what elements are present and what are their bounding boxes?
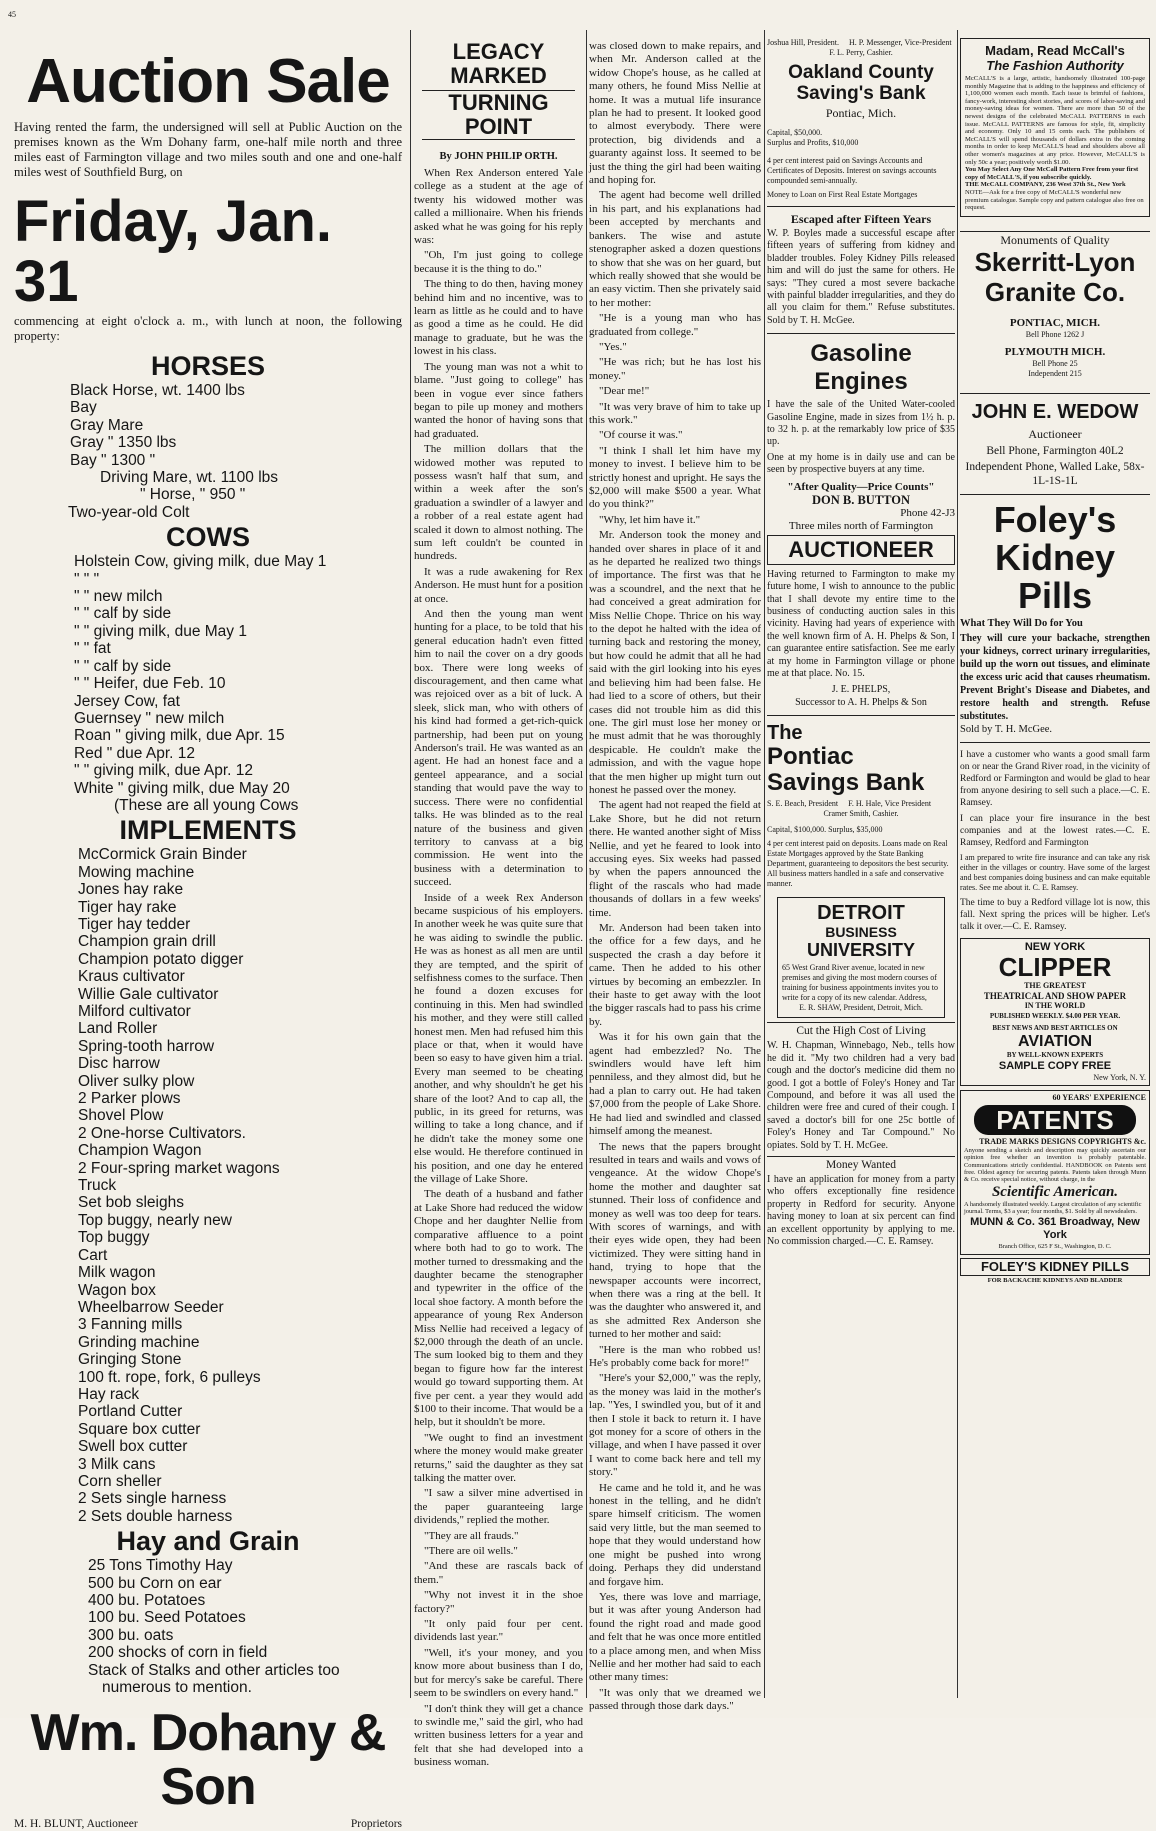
- story-paragraph: The thing to do then, having money behind him and no incentive, was to learn as little as he could and to have as good a time as he could. He did manage to graduate, but he was the lowest in his class.: [414, 278, 583, 358]
- wedow-name: JOHN E. WEDOW: [971, 400, 1139, 423]
- auction-intro: Having rented the farm, the undersigned will sell at Public Auction on the premises known as the Wm Dohany farm, one-half mile north and three miles east of Farmington village and two miles south and one and one-half miles west of Southfield Burg, on: [14, 120, 402, 179]
- horses-heading: HORSES: [150, 351, 266, 381]
- button-location: Three miles north of Farmington: [788, 519, 934, 532]
- story-paragraph: "It only paid four per cent. dividends last year.": [414, 1618, 583, 1644]
- mccall-note: NOTE—Ask for a free copy of McCALL'S wonderful new premium catalogue. Sample copy and pattern catalogue also free on request.: [965, 188, 1144, 212]
- list-item: Grinding machine: [78, 1333, 200, 1351]
- story-paragraph: The young man was not a whit to blame. "Just going to college" has been in vogue ever since fathers began to pile up money and mothers wanted the honor of having sons that had graduated.: [414, 360, 583, 440]
- proprietor-name: Wm. Dohany & Son: [30, 1704, 386, 1817]
- clipper-best: BEST NEWS AND BEST ARTICLES ON: [992, 1023, 1118, 1032]
- implements-list: [78, 846, 408, 1525]
- divider: [960, 742, 1150, 743]
- list-item: Stack of Stalks and other articles too: [88, 1661, 340, 1679]
- detroit-signature: E. R. SHAW, President, Detroit, Mich.: [799, 1003, 923, 1013]
- money-heading: Money Wanted: [767, 1156, 955, 1172]
- column-rule: [410, 30, 411, 1698]
- story-column-1: [414, 39, 583, 1769]
- list-item: Gray " 1350 lbs: [70, 434, 177, 452]
- phelps-successor: Successor to A. H. Phelps & Son: [795, 697, 927, 709]
- gasoline-heading: Gasoline Engines: [810, 340, 912, 396]
- list-item: Guernsey " new milch: [74, 709, 225, 727]
- scientific-american-body: A handsomely illustrated weekly. Largest circulation of any scientific journal. Terms, $3 a year; four months, $1. Sold by all newsdealers.: [964, 1200, 1142, 1216]
- list-item: Cart: [78, 1246, 108, 1264]
- list-item: 300 bu. oats: [88, 1626, 174, 1644]
- list-item: Black Horse, wt. 1400 lbs: [70, 382, 245, 399]
- cows-list: [74, 553, 408, 814]
- list-item: Wagon box: [78, 1281, 156, 1299]
- list-item: 2 Sets single harness: [78, 1490, 227, 1508]
- clipper-ad: [960, 938, 1150, 1086]
- sale-date: Friday, Jan. 31: [14, 189, 333, 314]
- pontiac-capital: Capital, $100,000. Surplus, $35,000: [767, 825, 883, 835]
- implements-heading: IMPLEMENTS: [119, 815, 297, 846]
- list-item: Mowing machine: [78, 863, 195, 881]
- ramsey-note-4: The time to buy a Redford village lot is now, this fall. Next spring the prices will be higher. Let's talk it over.—C. E. Ramsey.: [960, 897, 1150, 932]
- story-paragraph: Inside of a week Rex Anderson became suspicious of his employers. In another week he was quite sure that he was aiding to swindle the public. He was as honest as all men are until they are tempted, and the spirit of selfishness comes to the surface. Then he found a dozen excuses for continuing in this. Men had swindled his mother, and they were still called honest men. Men had refused him this place or that, when it would have been so easy to have given him a trial. Every man seemed to be cheating another, and why shouldn't he get his share of the loot? And to cap all, the public, in its greed for returns, was willing to take a long chance, and if he didn't take the money some one else would. He therefore continued in his position, and one day he entered the village of Lake Shore.: [414, 891, 583, 1186]
- mccall-address: THE McCALL COMPANY, 236 West 37th St., New York: [965, 181, 1126, 189]
- story-headline-1: LEGACY MARKED: [450, 39, 547, 88]
- list-item: Bay " 1300 ": [70, 451, 156, 469]
- story-paragraph: "I saw a silver mine advertised in the paper guaranteeing large dividends," replied the mother.: [414, 1487, 583, 1527]
- ads-column-1: [767, 38, 955, 1718]
- list-item: 100 ft. rope, fork, 6 pulleys: [78, 1368, 261, 1386]
- auction-title: Auction Sale: [26, 47, 390, 116]
- patents-word: PATENTS: [974, 1105, 1136, 1135]
- skerritt-pontiac-phone: Bell Phone 1262 J: [1025, 329, 1085, 339]
- bank-cashier: F. L. Perry, Cashier.: [829, 48, 893, 57]
- oakland-loan: Money to Loan on First Real Estate Mortgages: [767, 190, 918, 199]
- detroit-university-ad: [777, 897, 945, 1018]
- list-item: Champion potato digger: [78, 950, 244, 968]
- university-word: UNIVERSITY: [806, 940, 916, 961]
- list-item: 2 One-horse Cultivators.: [78, 1124, 246, 1142]
- phelps-signature: J. E. PHELPS,: [831, 684, 891, 696]
- divider: [767, 715, 955, 716]
- list-item: " " giving milk, due Apr. 12: [74, 762, 254, 780]
- list-item: Tiger hay tedder: [78, 915, 191, 933]
- business-word: BUSINESS: [825, 924, 897, 941]
- scientific-american: Scientific American.: [991, 1183, 1119, 1200]
- clipper-show: THEATRICAL AND SHOW PAPER: [983, 990, 1127, 1001]
- cut-body: W. H. Chapman, Winnebago, Neb., tells how he did it. "My two children had a very bad cough and the doctor's medicine did them no good. I got a bottle of Foley's Honey and Tar Compound, and before it was all used the children were free and cured of their cough. I saved a doctor's bill for one 25c bottle of Foley's Honey and Tar Compound." No opiates. Sold by T. H. McGee.: [767, 1040, 955, 1151]
- auctioneer-credit: M. H. BLUNT, Auctioneer: [14, 1818, 138, 1831]
- skerritt-name-2: Granite Co.: [984, 276, 1126, 307]
- story-paragraph: The million dollars that the widowed mother was reputed to possess wasn't half that sum, and within a week after the son's graduation a swindler of a lawyer and a robber of a real estate agent had scaled it down to almost nothing. The sum left couldn't be counted in hundreds.: [414, 443, 583, 563]
- list-item: Holstein Cow, giving milk, due May 1: [74, 553, 327, 571]
- story-paragraph: "I think I shall let him have my money to invest. I believe him to be strictly honest and upright. He says the $2,000 will make $500 a year. What do you think?": [589, 444, 761, 511]
- list-item: 200 shocks of corn in field: [88, 1644, 268, 1662]
- column-rule: [957, 30, 958, 1698]
- list-item: Milford cultivator: [78, 1003, 191, 1020]
- mccall-subheading: The Fashion Authority: [986, 58, 1124, 73]
- hay-grain-list: [88, 1557, 408, 1696]
- foley-body: They will cure your backache, strengthen your kidneys, correct urinary irregularities, build up the worn out tissues, and eliminate the excess uric acid that causes rheumatism. Prevent Bright's Disease and Diabetes, and restore health and strength. Refuse substitutes.: [960, 632, 1150, 722]
- page-number: 45: [8, 10, 16, 19]
- patents-marks: TRADE MARKS DESIGNS COPYRIGHTS &c.: [979, 1136, 1146, 1146]
- list-item: Champion Wagon: [78, 1142, 202, 1160]
- divider: [767, 206, 955, 207]
- monuments-heading: Monuments of Quality: [960, 231, 1150, 247]
- list-item: 400 bu. Potatoes: [88, 1592, 206, 1609]
- list-item: " " Heifer, due Feb. 10: [74, 675, 226, 693]
- story-paragraph: "It was only that we dreamed we passed through those dark days.": [589, 1686, 761, 1713]
- list-item: Wheelbarrow Seeder: [78, 1298, 224, 1316]
- list-item: 3 Milk cans: [78, 1455, 156, 1473]
- cows-heading: COWS: [166, 522, 250, 553]
- story-paragraph: Yes, there was love and marriage, but it was after young Anderson had found the right road and made good and felt that he was once more entitled to a place among men, and when Miss Nellie and her mother had said to each other many times:: [589, 1590, 761, 1684]
- list-item: 2 Parker plows: [78, 1090, 181, 1108]
- list-item: " " calf by side: [74, 657, 172, 675]
- skerritt-pontiac: PONTIAC, MICH.: [1009, 316, 1101, 329]
- mccall-body: McCALL'S is a large, artistic, handsomely illustrated 100-page monthly Magazine that is adding to the happiness and efficiency of 1,100,000 women each month. Each issue is brimful of fashions, fancy-work, interesting short stories, and scores of labor-saving and money-saving ideas for women. There are more than 50 of the newest designs of the celebrated McCALL PATTERNS in each issue. McCALL PATTERNS are famous for style, fit, simplicity and economy. Only 10 and 15 cents each. The publishers of McCALL'S will spend thousands of dollars extra in the coming months in order to keep McCALL'S head and shoulders above all other women's magazines at any price. However, McCALL'S is only 50c a year; positively worth $1.00.: [965, 75, 1145, 166]
- column-rule: [586, 30, 587, 1698]
- skerritt-name-1: Skerritt-Lyon: [974, 246, 1136, 277]
- list-item: 25 Tons Timothy Hay: [88, 1557, 233, 1575]
- list-item: Truck: [78, 1177, 117, 1195]
- list-item: Hay rack: [78, 1385, 140, 1403]
- patents-ad: [960, 1090, 1150, 1255]
- story-paragraph: Mr. Anderson took the money and handed over shares in place of it and as he departed he realized two things of importance. The first was that he was a scoundrel, and the next that he had conceived a great admiration for Miss Nellie Chope. Thrice on his way to the depot he halted with the idea of turning back and restoring the money, but how could he admit that all he had said with the girl looking into his eyes and believing him had been false. He had lied to a score of others, but their cases did not trouble him as did this one. The girl must lose her money or he must admit that he was thoroughly despicable. He couldn't make the admission, and with the vague hope that the men higher up might turn out honest he passed over the money.: [589, 529, 761, 796]
- pontiac-heading-2: Pontiac: [767, 743, 854, 771]
- story-column-2: [589, 40, 761, 1718]
- list-item: Milk wagon: [78, 1264, 156, 1282]
- gasoline-body-2: One at my home is in daily use and can be seen by prospective buyers at any time.: [767, 451, 955, 476]
- clipper-address: New York, N. Y.: [1093, 1072, 1146, 1082]
- story-paragraph: The agent had become well drilled in his part, and his explanations had been accepted by merchants and bankers. The wise and astute stenographer asked a dozen questions to show that she was on her guard, but which really showed that she would be an easy victim. Then she privately said to her mother:: [589, 189, 761, 309]
- story-paragraph: Was it for his own gain that the agent had embezzled? No. The swindlers would have left him penniless, and they almost did, but he had a plan to carry out. He had taken $7,000 from the people of Lake Shore. He had lied and swindled and classed himself among the meanest.: [589, 1031, 761, 1138]
- ads-column-2: [960, 38, 1150, 1718]
- after-quality: "After Quality—Price Counts": [787, 480, 935, 493]
- list-item: " " ": [74, 570, 100, 588]
- story-paragraph: "Why, let him have it.": [599, 513, 701, 526]
- divider: [767, 333, 955, 334]
- list-item: 100 bu. Seed Potatoes: [88, 1609, 246, 1627]
- story-paragraph: "Of course it was.": [599, 429, 683, 442]
- clipper-sample: SAMPLE COPY FREE: [998, 1059, 1112, 1072]
- list-item: Jones hay rake: [78, 881, 184, 899]
- foley-bottom: FOLEY'S KIDNEY PILLS: [960, 1258, 1150, 1276]
- wedow-bell: Bell Phone, Farmington 40L2: [986, 444, 1124, 457]
- list-item: McCormick Grain Binder: [78, 846, 247, 864]
- list-item: Kraus cultivator: [78, 968, 185, 986]
- list-item: 3 Fanning mills: [78, 1316, 183, 1334]
- clipper-world: IN THE WORLD: [1024, 1000, 1086, 1010]
- list-item: Portland Cutter: [78, 1403, 183, 1421]
- cut-heading: Cut the High Cost of Living: [767, 1022, 955, 1038]
- list-item: Set bob sleighs: [78, 1194, 184, 1212]
- list-item: White " giving milk, due May 20: [74, 779, 290, 797]
- list-item: Driving Mare, wt. 1100 lbs: [100, 469, 279, 487]
- money-body: I have an application for money from a party who offers exceptionally fine residence property in Redford for security. Anyone having money to loan at six percent can find an excellent opportunity by applying to me. No commission charged.—C. E. Ramsey.: [767, 1174, 955, 1248]
- story-paragraph: "I don't think they will get a chance to swindle me," said the girl, who had written business letters for a year and felt that she had developed into a business woman.: [414, 1702, 583, 1769]
- bank-officers: Joshua Hill, President. H. P. Messenger, Vice-President: [767, 38, 952, 47]
- list-item: Swell box cutter: [78, 1438, 188, 1456]
- list-item: Square box cutter: [78, 1420, 201, 1438]
- list-item: 2 Sets double harness: [78, 1507, 233, 1525]
- list-item: " Horse, " 950 ": [140, 486, 246, 504]
- story-paragraph: "Yes.": [599, 340, 627, 353]
- list-item: (These are all young Cows: [114, 796, 299, 814]
- divider: [960, 494, 1150, 495]
- oakland-bank-city: Pontiac, Mich.: [825, 106, 897, 120]
- mccall-heading: Madam, Read McCall's: [985, 43, 1125, 58]
- story-paragraph: It was a rude awakening for Rex Anderson. He must hunt for a position at once.: [414, 565, 583, 605]
- list-item: Roan " giving milk, due Apr. 15: [74, 727, 285, 745]
- story-paragraph: The news that the papers brought resulted in tears and wails and vows of vengeance. At the widow Chope's home the mother and daughter sat stunned. Their loss of confidence and money as well was too deep for tears. With scores of warnings, and with their eyes wide open, they had been victimized. They were sitting hand in hand, trying to hope that the newspaper accounts were incorrect, when there was a ring at the bell. It was the daughter who answered it, and as she admitted Rex Anderson she turned to her mother and said:: [589, 1140, 761, 1341]
- story-paragraph: When Rex Anderson entered Yale college as a student at the age of twenty his widowed mother was called a millionaire. When his friends asked what he was going for his reply was:: [414, 167, 583, 247]
- divider: [960, 393, 1150, 394]
- skerritt-plymouth: PLYMOUTH MICH.: [1004, 345, 1106, 358]
- story-paragraph: And then the young man went hunting for a place, to be told that his general education hadn't even fitted him to nail the cover on a dry goods box. There were long weeks of discouragement, and then came what was rejoiced over as a bit of luck. A sleek, slick man, who with others of his kind had formed a get-rich-quick partnership, had been put on young Anderson's trail. He was wanted as an agent. He had an honest face and a genteel appearance, and a social standing that would pave the way to success. There were no confidential talks. He was blinded as to the real nature of the business and given territory to canvass at a big commission. He went into the business with a determination to succeed.: [414, 608, 583, 889]
- foley-word-3: Pills: [1017, 574, 1093, 616]
- story-paragraph: "They are all frauds.": [424, 1529, 519, 1542]
- list-item: 2 Four-spring market wagons: [78, 1159, 280, 1177]
- list-item: " " fat: [74, 640, 111, 658]
- list-item: 500 bu Corn on ear: [88, 1574, 222, 1592]
- story-paragraph: "Here is the man who robbed us! He's probably come back for more!": [589, 1343, 761, 1369]
- list-item: Oliver sulky plow: [78, 1072, 195, 1090]
- list-item: Tiger hay rake: [78, 898, 177, 916]
- detroit-word: DETROIT: [817, 902, 905, 925]
- story-paragraph: "He is a young man who has graduated from college.": [589, 312, 761, 338]
- story-paragraph: "We ought to find an investment where the money would make greater returns," said the daughter as they sat talking the matter over.: [414, 1431, 583, 1484]
- skerritt-plymouth-phone: Bell Phone 25: [1032, 358, 1078, 368]
- oakland-bank-name: Oakland County Saving's Bank: [788, 62, 934, 104]
- column-rule: [764, 30, 765, 1698]
- munn-branch: Branch Office, 625 F St., Washington, D. C.: [998, 1242, 1112, 1250]
- oakland-surplus: Surplus and Profits, $10,000: [767, 138, 859, 147]
- list-item: Jersey Cow, fat: [74, 692, 180, 710]
- button-phone: Phone 42-J3: [900, 506, 955, 519]
- phelps-body: Having returned to Farmington to make my future home, I wish to announce to the public that I shall devote my entire time to the business of conducting auction sales in this vicinity. Having had years of experience with the well known firm of A. H. Phelps & Son, I can guarantee entire satisfaction. See me early at my home in Farmington village or phone me at that place. No. 15.: [767, 568, 955, 679]
- list-item: Top buggy: [78, 1229, 150, 1247]
- story-paragraph: "Here's your $2,000," was the reply, as the money was laid in the mother's lap. "Yes, I swindled you, but of it and then I stole it back to return it. I have got money for a score of others in the village, and when I have passed it over I want to come back here and tell my story.": [589, 1372, 761, 1479]
- pontiac-body: 4 per cent interest paid on deposits. Loans made on Real Estate Mortgages approved by the State Banking Department, guaranteeing to depositors the best security. All business matters handled in a safe and conservative manner.: [767, 839, 949, 889]
- mccall-free: You May Select Any One McCall Pattern Free from your first copy of McCALL'S, if you subscribe quickly.: [965, 166, 1139, 181]
- auction-footer: [14, 1818, 402, 1831]
- story-paragraph: "There are oil wells.": [424, 1545, 518, 1558]
- horses-list: [70, 382, 408, 521]
- list-item: Land Roller: [78, 1020, 158, 1038]
- foley-word-1: Foley's: [993, 498, 1117, 540]
- oakland-interest: 4 per cent interest paid on Savings Accounts and Certificates of Deposits. Interest on savings accounts compounded semi-annually.: [767, 156, 937, 185]
- list-item: numerous to mention.: [102, 1679, 252, 1697]
- list-item: Spring-tooth harrow: [78, 1037, 215, 1055]
- munn-address: MUNN & Co. 361 Broadway, New York: [970, 1215, 1140, 1241]
- story-paragraph: "Dear me!": [599, 385, 650, 398]
- pontiac-officers: S. E. Beach, President F. H. Hale, Vice President: [767, 799, 932, 809]
- foley-bottom-sub: FOR BACKACHE KIDNEYS AND BLADDER: [987, 1276, 1123, 1284]
- oakland-capital: Capital, $50,000.: [767, 128, 823, 137]
- story-paragraph: "And these are rascals back of them.": [414, 1560, 583, 1586]
- clipper-name: CLIPPER: [998, 951, 1112, 982]
- story-paragraph: "Why not invest it in the shoe factory?": [414, 1589, 583, 1615]
- list-item: Gringing Stone: [78, 1351, 182, 1369]
- wedow-independent: Independent Phone, Walled Lake, 58x-1L-1S-1L: [965, 460, 1145, 487]
- auction-column: [8, 10, 408, 1831]
- ramsey-note-1: I have a customer who wants a good small farm on or near the Grand River road, in the vicinity of Redford or Farmington and would be glad to hear from anyone desiring to sell such a place.—C. E. Ramsey.: [960, 749, 1150, 808]
- clipper-weekly: PUBLISHED WEEKLY. $4.00 PER YEAR.: [989, 1011, 1121, 1020]
- clipper-greatest: THE GREATEST: [1024, 980, 1086, 990]
- pontiac-heading-3: Savings Bank: [767, 769, 925, 797]
- list-item: Two-year-old Colt: [68, 503, 190, 521]
- ramsey-note-2: I can place your fire insurance in the best companies and at the lowest rates.—C. E. Ramsey, Redford and Farmington: [960, 813, 1150, 848]
- list-item: Red " due Apr. 12: [74, 744, 195, 762]
- foley-sold: Sold by T. H. McGee.: [960, 723, 1053, 735]
- pontiac-heading-1: The: [767, 722, 803, 745]
- patents-body: Anyone sending a sketch and description may quickly ascertain our opinion free whether an invention is probably patentable. Communications strictly confidential. HANDBOOK on Patents sent free. Oldest agency for securing patents. Patents taken through Munn & Co. receive special notice, without charge, in the: [964, 1146, 1146, 1184]
- list-item: " " new milch: [74, 588, 163, 606]
- skerritt-plymouth-ind: Independent 215: [1028, 368, 1082, 378]
- list-item: Champion grain drill: [78, 933, 216, 951]
- foley-what: What They Will Do for You: [960, 617, 1083, 629]
- story-paragraph: The death of a husband and father at Lake Shore had reduced the widow Chope and her daughter Nellie from comparative affluence to a point where both had to go to work. The mother turned to dressmaking and the daughter became the stenographer and typewriter in the office of the local shoe factory. A month before the appearance of young Rex Anderson Miss Nellie had received a legacy of $2,000 through the death of an uncle. The sum looked big to them and they began to figure how far the interest would go toward supporting them. At five per cent. a year they would add $100 to their income. That would be a help, but it shouldn't be more.: [414, 1188, 583, 1429]
- gasoline-body: I have the sale of the United Water-cooled Gasoline Engine, made in sizes from 1½ h. p. to 32 h. p. at the remarkably low price of $35 up.: [767, 399, 955, 448]
- foley-word-2: Kidney: [994, 536, 1116, 578]
- list-item: Disc harrow: [78, 1055, 160, 1073]
- ramsey-note-3: I am prepared to write fire insurance and can take any risk either in the villages or country. Have some of the largest and best companies doing business and can make equitable rates. See me about it. C. E. Ramsey.: [960, 852, 1150, 892]
- wedow-title: Auctioneer: [1028, 426, 1082, 441]
- auctioneer-heading: AUCTIONEER: [767, 535, 955, 565]
- story-paragraph: was closed down to make repairs, and when Mr. Anderson called at the widow Chope's house, as he called at many others, he found Miss Nellie at home. It was a mutual life insurance plan he had to present. It looked good to almost everybody. There were protection, big dividends and a guaranty against loss. It seemed to be just the thing the girl had been waiting and hoping for.: [589, 40, 761, 187]
- list-item: Willie Gale cultivator: [78, 985, 219, 1003]
- list-item: Gray Mare: [70, 416, 144, 434]
- list-item: Bay: [70, 399, 97, 417]
- button-name: DON B. BUTTON: [811, 492, 911, 507]
- story-headline-2: TURNING POINT: [422, 90, 575, 140]
- clipper-ny: NEW YORK: [1024, 940, 1086, 953]
- story-paragraph: "Oh, I'm just going to college because it is the thing to do.": [414, 249, 583, 275]
- story-paragraph: "Well, it's your money, and you know more about business than I do, but for mercy's sake be careful. There seem to be swindlers on every hand.": [414, 1646, 583, 1700]
- story-paragraph: The agent had not reaped the field at Lake Shore, but he did not return there. He wanted another sight of Miss Nellie, and yet he feared to look into accusing eyes. Six weeks had passed by when the papers announced the flight of the rascals who had made thousands of dollars in a few weeks' time.: [589, 799, 761, 919]
- proprietors-label: Proprietors: [350, 1818, 402, 1831]
- story-paragraph: "It was very brave of him to take up this work.": [589, 400, 761, 426]
- list-item: Top buggy, nearly new: [78, 1211, 232, 1229]
- mccall-ad: [960, 38, 1150, 217]
- hay-grain-heading: Hay and Grain: [116, 1526, 300, 1557]
- detroit-body: 65 West Grand River avenue, located in new premises and giving the most modern courses of training for business appointments invites you to write for a copy of its new calendar. Address,: [782, 963, 938, 1003]
- escaped-body: W. P. Boyles made a successful escape after fifteen years of suffering from kidney and bladder troubles. Foley Kidney Pills released him and will do just the same for others. He says: "They cured a most severe backache with painful bladder irregularities, and they do all you claim for them." Refuse substitutes. Sold by T. H. McGee.: [767, 228, 955, 326]
- story-byline: By JOHN PHILIP ORTH.: [439, 151, 558, 162]
- list-item: " " giving milk, due May 1: [74, 622, 247, 640]
- list-item: Corn sheller: [78, 1472, 162, 1490]
- list-item: " " calf by side: [74, 605, 172, 623]
- clipper-experts: BY WELL-KNOWN EXPERTS: [1006, 1050, 1104, 1059]
- pontiac-cashier: Cramer Smith, Cashier.: [823, 809, 899, 819]
- sale-commencing: commencing at eight o'clock a. m., with lunch at noon, the following property:: [14, 314, 402, 343]
- story-paragraph: Mr. Anderson had been taken into the office for a few days, and he suspected the crash a day before it came. Then he added to his other virtues by becoming an embezzler. In their haste to get away with the loot the bigger rascals had to pass his crime by.: [589, 922, 761, 1028]
- patents-years: 60 YEARS' EXPERIENCE: [1052, 1092, 1146, 1102]
- story-paragraph: He came and he told it, and he was honest in the telling, and he didn't spare himself criticism. The women said very little, but the man seemed to hope that they would understand how one might be pushed into wrong doing. Perhaps they did understand and forgave him.: [589, 1481, 761, 1588]
- clipper-aviation: AVIATION: [1017, 1032, 1093, 1050]
- story-paragraph: "He was rich; but he has lost his money.": [589, 356, 761, 382]
- escaped-heading: Escaped after Fifteen Years: [790, 212, 932, 226]
- list-item: Shovel Plow: [78, 1107, 164, 1125]
